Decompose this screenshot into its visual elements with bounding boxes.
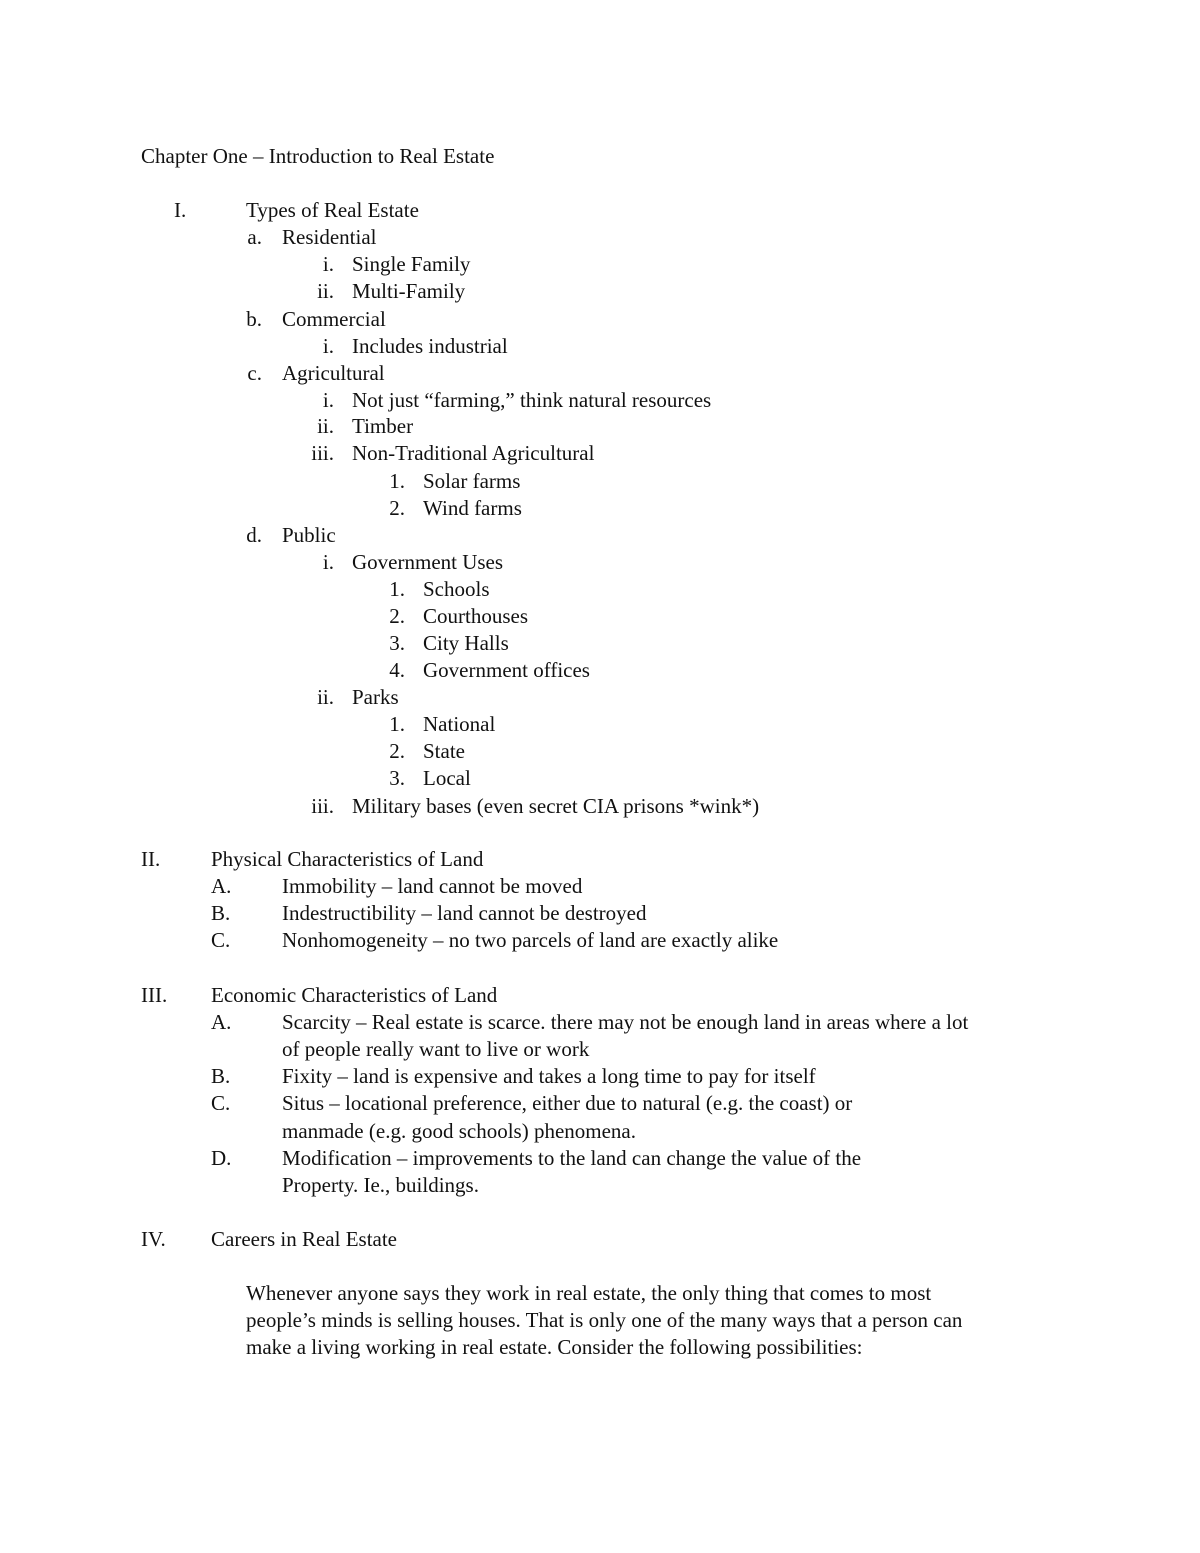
list-marker: A.	[211, 1010, 232, 1034]
list-marker: 1.	[389, 577, 405, 601]
list-item: Includes industrial	[352, 334, 508, 358]
section-marker: IV.	[141, 1227, 166, 1251]
list-item: Timber	[352, 414, 414, 438]
list-item: Non-Traditional Agricultural	[352, 441, 595, 465]
paragraph-line: people’s minds is selling houses. That is only one of the many ways that a person can	[246, 1308, 963, 1332]
list-item: Parks	[352, 685, 399, 709]
list-item: Residential	[282, 225, 377, 249]
list-item-continued: Property. Ie., buildings.	[282, 1173, 479, 1197]
list-marker: C.	[211, 928, 231, 952]
list-marker: i.	[322, 252, 334, 276]
list-item: Solar farms	[423, 469, 521, 493]
list-item-continued: manmade (e.g. good schools) phenomena.	[282, 1119, 636, 1143]
list-marker: ii.	[317, 414, 334, 438]
list-item: Public	[282, 523, 336, 547]
section-heading: Careers in Real Estate	[211, 1227, 398, 1251]
list-item: National	[423, 712, 496, 736]
list-item: Schools	[423, 577, 490, 601]
list-item: Government offices	[423, 658, 590, 682]
section-marker: I.	[174, 198, 187, 222]
list-marker: B.	[211, 1064, 231, 1088]
list-marker: a.	[247, 225, 262, 249]
list-marker: iii.	[311, 794, 334, 818]
section-heading: Physical Characteristics of Land	[211, 847, 484, 871]
list-marker: 3.	[389, 766, 405, 790]
list-item-continued: of people really want to live or work	[282, 1037, 590, 1061]
list-marker: d.	[246, 523, 262, 547]
section-heading: Economic Characteristics of Land	[211, 983, 498, 1007]
list-item: Multi-Family	[352, 279, 466, 303]
list-marker: c.	[247, 361, 262, 385]
list-marker: 3.	[389, 631, 405, 655]
list-marker: 2.	[389, 604, 405, 628]
list-marker: 2.	[389, 496, 405, 520]
list-marker: i.	[322, 334, 334, 358]
list-marker: B.	[211, 901, 231, 925]
list-item: State	[423, 739, 465, 763]
list-marker: b.	[246, 307, 262, 331]
list-marker: C.	[211, 1091, 231, 1115]
list-marker: ii.	[317, 685, 334, 709]
list-marker: D.	[211, 1146, 232, 1170]
list-item: Indestructibility – land cannot be destroyed	[282, 901, 647, 925]
list-marker: iii.	[311, 441, 334, 465]
paragraph-line: Whenever anyone says they work in real estate, the only thing that comes to most	[246, 1281, 932, 1305]
list-marker: i.	[322, 550, 334, 574]
section-marker: III.	[141, 983, 168, 1007]
list-marker: i.	[322, 388, 334, 412]
list-item: Military bases (even secret CIA prisons *wink*)	[352, 794, 760, 818]
list-item: Immobility – land cannot be moved	[282, 874, 583, 898]
list-item: Modification – improvements to the land can change the value of the	[282, 1146, 862, 1170]
list-item: Wind farms	[423, 496, 522, 520]
list-item: Situs – locational preference, either due to natural (e.g. the coast) or	[282, 1091, 853, 1115]
document-title: Chapter One – Introduction to Real Estate	[141, 144, 495, 168]
section-heading: Types of Real Estate	[246, 198, 419, 222]
list-item: Nonhomogeneity – no two parcels of land are exactly alike	[282, 928, 779, 952]
list-item: Fixity – land is expensive and takes a long time to pay for itself	[282, 1064, 816, 1088]
list-marker: 1.	[389, 712, 405, 736]
list-item: Government Uses	[352, 550, 504, 574]
list-marker: 2.	[389, 739, 405, 763]
list-item: Agricultural	[282, 361, 385, 385]
list-marker: A.	[211, 874, 232, 898]
section-marker: II.	[141, 847, 161, 871]
list-item: Courthouses	[423, 604, 528, 628]
list-item: Commercial	[282, 307, 386, 331]
list-item: Not just “farming,” think natural resources	[352, 388, 712, 412]
list-item: City Halls	[423, 631, 509, 655]
list-marker: 4.	[389, 658, 405, 682]
list-item: Local	[423, 766, 471, 790]
list-item: Scarcity – Real estate is scarce. there may not be enough land in areas where a lot	[282, 1010, 969, 1034]
list-item: Single Family	[352, 252, 471, 276]
paragraph-line: make a living working in real estate. Consider the following possibilities:	[246, 1335, 863, 1359]
list-marker: ii.	[317, 279, 334, 303]
list-marker: 1.	[389, 469, 405, 493]
